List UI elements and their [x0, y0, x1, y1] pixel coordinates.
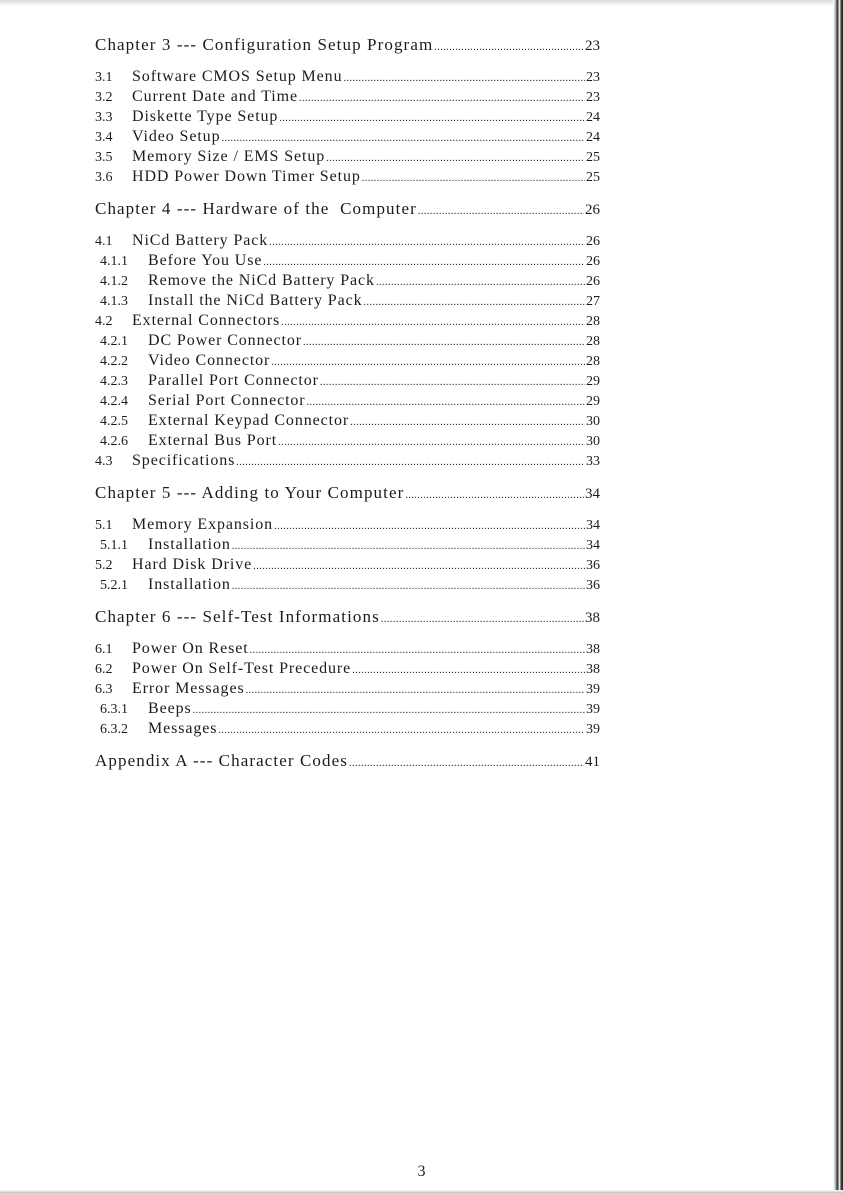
toc-section-5-2 [95, 555, 600, 575]
page-ref: 29 [586, 394, 600, 409]
section-number: 6.3.2 [100, 722, 128, 737]
section-title: Installation [148, 536, 231, 553]
section-number: 4.1.3 [100, 294, 128, 309]
toc-chapter-3 [95, 35, 600, 55]
dot-leader [362, 169, 585, 189]
toc-section-6-3-1 [95, 699, 600, 719]
section-title: Before You Use [148, 252, 263, 269]
section-number: 6.3 [95, 682, 113, 697]
dot-leader [418, 202, 584, 222]
dot-leader [274, 517, 585, 537]
section-number: 5.2.1 [100, 578, 128, 593]
section-title: Current Date and Time [132, 88, 298, 105]
section-number: 4.2.4 [100, 394, 128, 409]
page-ref: 33 [586, 454, 600, 469]
section-title: External Bus Port [148, 432, 278, 449]
section-title: Messages [148, 720, 218, 737]
section-number: 4.2 [95, 314, 113, 329]
dot-leader [405, 486, 584, 506]
dot-leader [222, 129, 586, 149]
section-number: 4.2.2 [100, 354, 128, 369]
page-ref: 23 [586, 70, 600, 85]
toc-chapter-5 [95, 483, 600, 503]
chapter-title: Chapter 4 --- Hardware of the Computer [95, 199, 417, 218]
toc-section-3-5 [95, 147, 600, 167]
page-ref: 36 [586, 578, 600, 593]
page-ref: 30 [586, 434, 600, 449]
dot-leader [193, 701, 585, 721]
page-ref: 26 [586, 274, 600, 289]
dot-leader [263, 253, 585, 273]
toc-section-6-2 [95, 659, 600, 679]
toc-appendix-a [95, 751, 600, 771]
section-number: 3.5 [95, 150, 113, 165]
section-number: 3.1 [95, 70, 113, 85]
section-title: Memory Expansion [132, 516, 274, 533]
section-title: Parallel Port Connector [148, 372, 319, 389]
section-title: Serial Port Connector [148, 392, 306, 409]
page-ref: 26 [586, 234, 600, 249]
dot-leader [349, 754, 584, 774]
section-title: Installation [148, 576, 231, 593]
dot-leader [236, 453, 585, 473]
toc-section-6-1 [95, 639, 600, 659]
section-number: 6.1 [95, 642, 113, 657]
page-ref: 39 [586, 682, 600, 697]
dot-leader [246, 681, 585, 701]
page-ref: 38 [586, 662, 600, 677]
section-title: Software CMOS Setup Menu [132, 68, 343, 85]
toc-section-3-6 [95, 167, 600, 187]
section-number: 4.1 [95, 234, 113, 249]
page-ref: 28 [586, 354, 600, 369]
page-ref: 28 [586, 334, 600, 349]
section-number: 5.1 [95, 518, 113, 533]
section-title: Beeps [148, 700, 192, 717]
section-title: DC Power Connector [148, 332, 302, 349]
toc-section-4-2-1 [95, 331, 600, 351]
section-title: Install the NiCd Battery Pack [148, 292, 363, 309]
section-number: 6.2 [95, 662, 113, 677]
dot-leader [320, 373, 585, 393]
dot-leader [381, 610, 584, 630]
page-ref: 26 [585, 202, 600, 218]
section-number: 4.2.5 [100, 414, 128, 429]
page-ref: 23 [586, 90, 600, 105]
toc-section-4-1 [95, 231, 600, 251]
page-ref: 25 [586, 170, 600, 185]
page-ref: 24 [586, 110, 600, 125]
section-title: Error Messages [132, 680, 245, 697]
section-number: 3.3 [95, 110, 113, 125]
page-ref: 23 [585, 38, 600, 54]
toc-section-3-2 [95, 87, 600, 107]
dot-leader [352, 661, 585, 681]
section-title: Remove the NiCd Battery Pack [148, 272, 375, 289]
page-ref: 34 [585, 486, 600, 502]
toc-section-4-2 [95, 311, 600, 331]
toc-section-3-3 [95, 107, 600, 127]
section-title: Specifications [132, 452, 236, 469]
section-number: 4.3 [95, 454, 113, 469]
dot-leader [364, 293, 585, 313]
toc-section-4-1-3 [95, 291, 600, 311]
section-number: 3.4 [95, 130, 113, 145]
dot-leader [299, 89, 585, 109]
dot-leader [269, 233, 585, 253]
page-ref: 24 [586, 130, 600, 145]
section-number: 5.1.1 [100, 538, 128, 553]
section-number: 4.2.3 [100, 374, 128, 389]
toc-section-3-4 [95, 127, 600, 147]
section-title: Power On Reset [132, 640, 249, 657]
dot-leader [232, 537, 585, 557]
section-title: Diskette Type Setup [132, 108, 279, 125]
toc-section-4-1-1 [95, 251, 600, 271]
dot-leader [218, 721, 585, 741]
dot-leader [307, 393, 585, 413]
toc-section-5-2-1 [95, 575, 600, 595]
chapter-title: Chapter 3 --- Configuration Setup Program [95, 35, 434, 54]
section-title: External Keypad Connector [148, 412, 350, 429]
toc-section-4-2-5 [95, 411, 600, 431]
page-ref: 34 [586, 518, 600, 533]
toc-section-6-3 [95, 679, 600, 699]
page-ref: 39 [586, 702, 600, 717]
dot-leader [253, 557, 585, 577]
page-ref: 28 [586, 314, 600, 329]
chapter-title: Chapter 6 --- Self-Test Informations [95, 607, 380, 626]
section-number: 3.6 [95, 170, 113, 185]
dot-leader [434, 38, 584, 58]
page-ref: 29 [586, 374, 600, 389]
page-ref: 41 [585, 754, 600, 770]
section-title: External Connectors [132, 312, 281, 329]
appendix-title: Appendix A --- Character Codes [95, 751, 348, 770]
section-number: 4.2.6 [100, 434, 128, 449]
section-title: Power On Self-Test Precedure [132, 660, 352, 677]
table-of-contents [95, 35, 600, 771]
page-ref: 39 [586, 722, 600, 737]
page-ref: 34 [586, 538, 600, 553]
page-number: 3 [417, 1163, 426, 1180]
scan-edge-top [0, 0, 843, 6]
dot-leader [232, 577, 585, 597]
toc-section-5-1-1 [95, 535, 600, 555]
toc-section-4-2-2 [95, 351, 600, 371]
section-title: Hard Disk Drive [132, 556, 253, 573]
section-number: 3.2 [95, 90, 113, 105]
toc-section-4-2-3 [95, 371, 600, 391]
section-title: NiCd Battery Pack [132, 232, 269, 249]
book-spine-shadow [833, 0, 843, 1193]
section-number: 5.2 [95, 558, 113, 573]
toc-section-4-1-2 [95, 271, 600, 291]
dot-leader [250, 641, 585, 661]
toc-chapter-6 [95, 607, 600, 627]
dot-leader [376, 273, 585, 293]
page-ref: 26 [586, 254, 600, 269]
section-number: 4.1.2 [100, 274, 128, 289]
section-title: Video Setup [132, 128, 221, 145]
page-ref: 38 [586, 642, 600, 657]
page-ref: 36 [586, 558, 600, 573]
section-number: 4.2.1 [100, 334, 128, 349]
dot-leader [279, 109, 585, 129]
dot-leader [271, 353, 585, 373]
dot-leader [281, 313, 585, 333]
dot-leader [303, 333, 585, 353]
dot-leader [343, 69, 585, 89]
toc-chapter-4 [95, 199, 600, 219]
dot-leader [350, 413, 585, 433]
toc-section-4-3 [95, 451, 600, 471]
toc-section-6-3-2 [95, 719, 600, 739]
toc-section-4-2-6 [95, 431, 600, 451]
page-ref: 27 [586, 294, 600, 309]
page-ref: 30 [586, 414, 600, 429]
page-ref: 38 [585, 610, 600, 626]
toc-section-5-1 [95, 515, 600, 535]
section-title: Video Connector [148, 352, 271, 369]
toc-section-3-1 [95, 67, 600, 87]
section-title: Memory Size / EMS Setup [132, 148, 326, 165]
dot-leader [326, 149, 585, 169]
chapter-title: Chapter 5 --- Adding to Your Computer [95, 483, 405, 502]
section-number: 6.3.1 [100, 702, 128, 717]
dot-leader [278, 433, 585, 453]
page-ref: 25 [586, 150, 600, 165]
section-title: HDD Power Down Timer Setup [132, 168, 361, 185]
section-number: 4.1.1 [100, 254, 128, 269]
toc-section-4-2-4 [95, 391, 600, 411]
